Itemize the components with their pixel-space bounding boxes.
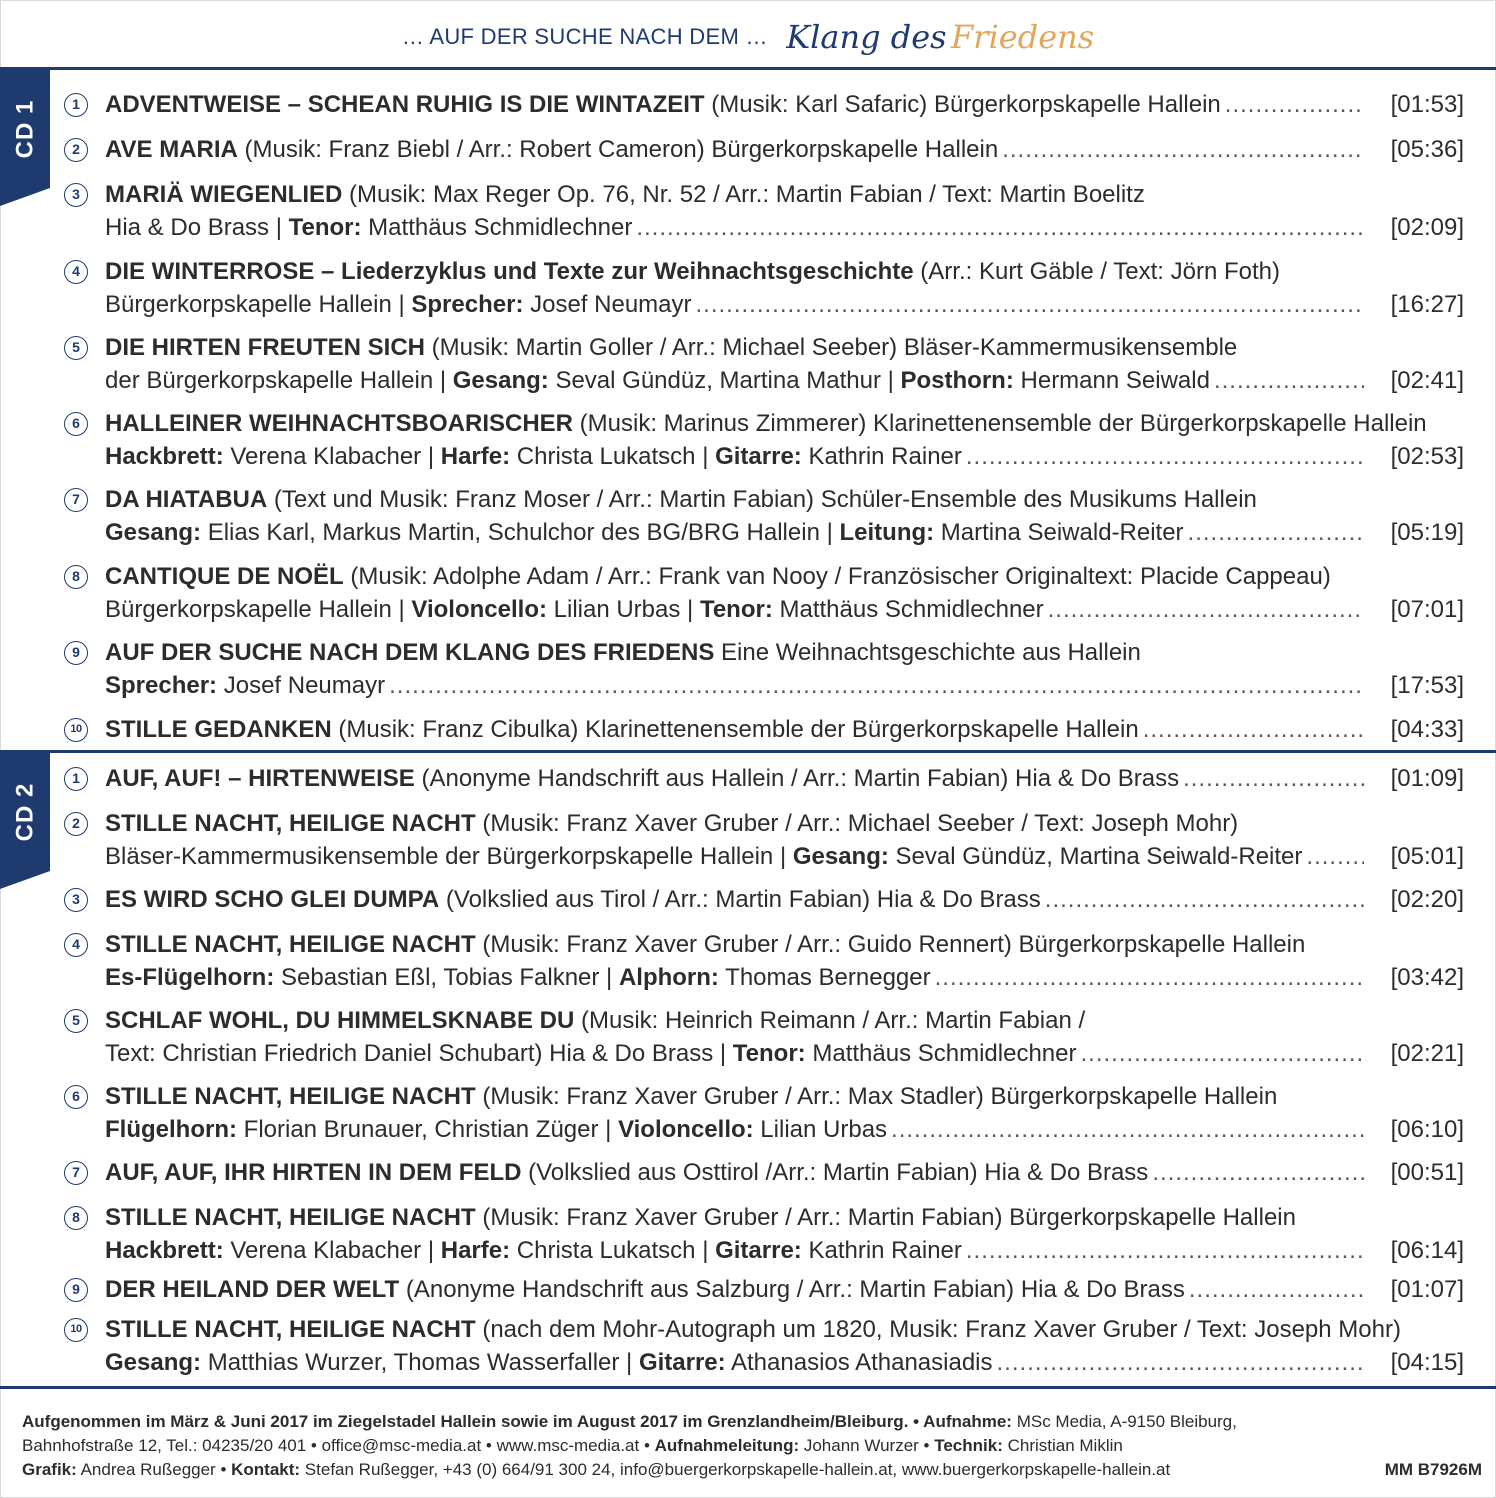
- credits-line1-rest: MSc Media, A-9150 Bleiburg,: [1011, 1412, 1237, 1431]
- track-line-1-content: [105, 1080, 1277, 1113]
- track-line-1-text: [105, 560, 1464, 593]
- cd1-label: CD 1: [11, 99, 38, 159]
- track-duration: [07:01]: [1390, 596, 1464, 623]
- track-number-badge: 7: [64, 1161, 88, 1185]
- track-credits: (Volkslied aus Tirol / Arr.: Martin Fabian) Hia & Do Brass: [439, 886, 1041, 913]
- performer-role: Tenor:: [732, 1040, 806, 1067]
- track-line-2: [64, 1113, 1464, 1146]
- performer-text: Matthias Wurzer, Thomas Wasserfaller |: [201, 1349, 639, 1376]
- track-credits: (Musik: Marinus Zimmerer) Klarinettenensemble der Bürgerkorpskapelle Hallein: [573, 410, 1427, 437]
- track-title: AUF DER SUCHE NACH DEM KLANG DES FRIEDENS: [105, 639, 715, 666]
- dot-leader: [1080, 1037, 1364, 1070]
- track-number-badge: 2: [64, 138, 88, 162]
- track-number-badge: 7: [64, 488, 88, 512]
- track-credits: (Text und Musik: Franz Moser / Arr.: Martin Fabian) Schüler-Ensemble des Musikums Hallein: [267, 486, 1257, 513]
- track-line-1-text: [105, 928, 1464, 961]
- track-number-badge: 5: [64, 1009, 88, 1033]
- track-duration: [02:53]: [1390, 443, 1464, 470]
- dot-leader: [935, 961, 1364, 994]
- track-line-1-text: [105, 88, 1364, 121]
- performer-text: Matthäus Schmidlechner: [805, 1040, 1077, 1067]
- track-line-1-content: [105, 762, 1179, 795]
- performer-role: Alphorn:: [618, 964, 719, 991]
- track-credits: (Musik: Martin Goller / Arr.: Michael Seeber) Bläser-Kammermusikensemble: [425, 334, 1238, 361]
- cd2-tab: [0, 753, 50, 871]
- performer-role: Flügelhorn:: [105, 1116, 237, 1143]
- track-item: [64, 1156, 1464, 1201]
- cd2-track-list: [64, 762, 1464, 1385]
- performer-role: Gesang:: [105, 519, 202, 546]
- track-line-2: [64, 1037, 1464, 1070]
- catalog-number: MM B7926M: [1384, 1460, 1482, 1479]
- track-item: [64, 483, 1464, 560]
- track-title: STILLE NACHT, HEILIGE NACHT: [105, 1083, 476, 1110]
- track-line-1-content: [105, 407, 1427, 440]
- track-line-1: [64, 560, 1464, 593]
- track-line-1-content: [105, 1313, 1401, 1346]
- performer-role: Es-Flügelhorn:: [105, 964, 275, 991]
- credits-line3-e: Stefan Rußegger, +43 (0) 664/91 300 24, info@buergerkorpskapelle-hallein.at, www.buergerkorpskapelle-hallein.at: [300, 1460, 1171, 1479]
- track-line-2: [64, 516, 1464, 549]
- credits-line2-c: Johann Wurzer •: [799, 1436, 935, 1455]
- track-line-2-content: [105, 516, 1184, 549]
- track-duration: [02:09]: [1390, 214, 1464, 241]
- performer-text: Thomas Bernegger: [718, 964, 931, 991]
- track-item: [64, 88, 1464, 133]
- track-line-2: [64, 840, 1464, 873]
- track-line-1: [64, 1004, 1464, 1037]
- track-number-badge: 9: [64, 641, 88, 665]
- track-number-badge: 6: [64, 1085, 88, 1109]
- track-line-1: [64, 1313, 1464, 1346]
- track-line-1-content: [105, 483, 1257, 516]
- cd1-tab: [0, 70, 50, 188]
- track-line-1-content: [105, 1201, 1296, 1234]
- dot-leader: [1189, 1273, 1364, 1306]
- track-number-badge: 5: [64, 336, 88, 360]
- performer-text: Seval Gündüz, Martina Mathur |: [548, 367, 901, 394]
- track-line-2-content: [105, 669, 385, 702]
- performer-text: Text: Christian Friedrich Daniel Schubart) Hia & Do Brass |: [105, 1040, 733, 1067]
- credits-line3-b: Grafik:: [22, 1460, 77, 1479]
- track-duration: [02:21]: [1390, 1040, 1464, 1067]
- track-line-1: [64, 178, 1464, 211]
- track-title: STILLE NACHT, HEILIGE NACHT: [105, 810, 476, 837]
- track-line-1: [64, 928, 1464, 961]
- track-line-2: [64, 593, 1464, 626]
- performer-role: Leitung:: [839, 519, 935, 546]
- track-line-1-text: [105, 133, 1364, 166]
- header-script-klang: Klang des: [786, 18, 947, 56]
- track-title: DIE HIRTEN FREUTEN SICH: [105, 334, 426, 361]
- track-credits: Eine Weihnachtsgeschichte aus Hallein: [714, 639, 1141, 666]
- performer-role: Harfe:: [440, 1237, 511, 1264]
- cd1-track-list: [64, 88, 1464, 753]
- track-line-2-text: [105, 669, 1364, 702]
- performer-role: Tenor:: [288, 214, 362, 241]
- track-item: [64, 178, 1464, 255]
- track-duration: [05:19]: [1390, 519, 1464, 546]
- credits-line2-b: Aufnahmeleitung:: [654, 1436, 800, 1455]
- track-number-badge: 9: [64, 1278, 88, 1302]
- track-number-badge: 1: [64, 93, 88, 117]
- track-item: [64, 407, 1464, 483]
- track-line-2: [64, 1234, 1464, 1267]
- header-script-friedens: Friedens: [951, 18, 1095, 56]
- credits-line2-d: Technik:: [934, 1436, 1003, 1455]
- track-line-2-content: [105, 1037, 1076, 1070]
- track-title: AUF, AUF, IHR HIRTEN IN DEM FELD: [105, 1159, 522, 1186]
- track-line-1-text: [105, 1156, 1364, 1189]
- track-duration: [04:33]: [1390, 716, 1464, 743]
- performer-role: Gitarre:: [715, 1237, 802, 1264]
- track-line-1-text: [105, 1004, 1464, 1037]
- performer-text: Josef Neumayr: [217, 672, 386, 699]
- track-duration: [04:15]: [1390, 1349, 1464, 1376]
- performer-role: Tenor:: [699, 596, 773, 623]
- dot-leader: [1002, 133, 1364, 166]
- track-duration: [01:09]: [1390, 765, 1464, 792]
- dot-leader: [636, 211, 1364, 244]
- dot-leader: [1152, 1156, 1364, 1189]
- track-line-2-content: [105, 1113, 887, 1146]
- track-number-badge: 10: [64, 1318, 88, 1342]
- track-number-badge: 8: [64, 565, 88, 589]
- track-duration: [01:53]: [1390, 91, 1464, 118]
- performer-role: Harfe:: [440, 443, 511, 470]
- track-line-1-text: [105, 331, 1464, 364]
- performer-text: Martina Seiwald-Reiter: [934, 519, 1184, 546]
- track-line-1-text: [105, 713, 1364, 746]
- dot-leader: [891, 1113, 1364, 1146]
- credits-line3-c: Andrea Rußegger •: [76, 1460, 232, 1479]
- track-credits: (Musik: Franz Xaver Gruber / Arr.: Michael Seeber / Text: Joseph Mohr): [475, 810, 1239, 837]
- header: [0, 18, 1496, 68]
- track-line-1-text: [105, 178, 1464, 211]
- track-line-1-content: [105, 560, 1331, 593]
- track-line-2-text: [105, 440, 1364, 473]
- performer-text: Sebastian Eßl, Tobias Falkner |: [274, 964, 619, 991]
- track-number-badge: 6: [64, 412, 88, 436]
- track-line-2-content: [105, 593, 1044, 626]
- performer-text: Athanasios Athanasiadis: [725, 1349, 993, 1376]
- dot-leader: [696, 288, 1365, 321]
- track-credits: (Anonyme Handschrift aus Hallein / Arr.: Martin Fabian) Hia & Do Brass: [414, 765, 1180, 792]
- performer-role: Violoncello:: [411, 596, 547, 623]
- track-item: [64, 1313, 1464, 1385]
- track-line-1-content: [105, 133, 998, 166]
- dot-leader: [966, 440, 1364, 473]
- performer-text: Lilian Urbas: [753, 1116, 888, 1143]
- track-line-1-content: [105, 1156, 1148, 1189]
- track-number-badge: 1: [64, 767, 88, 791]
- track-title: DA HIATABUA: [105, 486, 268, 513]
- dot-leader: [1214, 364, 1364, 397]
- performer-text: Seval Gündüz, Martina Seiwald-Reiter: [888, 843, 1303, 870]
- track-line-1: [64, 1156, 1464, 1189]
- credits-line2-a: Bahnhofstraße 12, Tel.: 04235/20 401 • office@msc-media.at • www.msc-media.at •: [22, 1436, 655, 1455]
- track-line-1: [64, 762, 1464, 795]
- track-line-1: [64, 255, 1464, 288]
- track-line-1-text: [105, 636, 1464, 669]
- performer-role: Sprecher:: [411, 291, 524, 318]
- performer-text: Hermann Seiwald: [1013, 367, 1210, 394]
- performer-role: Posthorn:: [900, 367, 1014, 394]
- track-line-1: [64, 1273, 1464, 1306]
- track-item: [64, 1273, 1464, 1313]
- track-item: [64, 1201, 1464, 1273]
- track-line-1-text: [105, 1313, 1464, 1346]
- performer-text: Florian Brunauer, Christian Züger |: [236, 1116, 619, 1143]
- track-line-1-content: [105, 807, 1238, 840]
- track-item: [64, 636, 1464, 713]
- performer-text: Bürgerkorpskapelle Hallein |: [105, 596, 412, 623]
- credits-footer: [22, 1410, 1482, 1482]
- track-number-badge: 3: [64, 183, 88, 207]
- performer-text: Hia & Do Brass |: [105, 214, 289, 241]
- track-credits: (Musik: Adolphe Adam / Arr.: Frank van Nooy / Französischer Originaltext: Placide Cappeau): [343, 563, 1331, 590]
- track-credits: (Musik: Franz Xaver Gruber / Arr.: Max Stadler) Bürgerkorpskapelle Hallein: [475, 1083, 1278, 1110]
- track-line-1-content: [105, 636, 1141, 669]
- performer-role: Hackbrett:: [105, 1237, 224, 1264]
- track-line-1: [64, 88, 1464, 121]
- track-credits: (Musik: Max Reger Op. 76, Nr. 52 / Arr.: Martin Fabian / Text: Martin Boelitz: [342, 181, 1145, 208]
- track-title: DIE WINTERROSE – Liederzyklus und Texte zur Weihnachtsgeschichte: [105, 258, 914, 285]
- performer-text: Matthäus Schmidlechner: [361, 214, 633, 241]
- track-line-1-text: [105, 807, 1464, 840]
- track-duration: [05:36]: [1390, 136, 1464, 163]
- track-line-1-content: [105, 1004, 1085, 1037]
- track-item: [64, 883, 1464, 928]
- cd2-rule: [0, 750, 1496, 753]
- performer-text: Josef Neumayr: [523, 291, 692, 318]
- track-credits: (nach dem Mohr-Autograph um 1820, Musik: Franz Xaver Gruber / Text: Joseph Mohr): [475, 1316, 1401, 1343]
- track-title: SCHLAF WOHL, DU HIMMELSKNABE DU: [105, 1007, 575, 1034]
- track-line-2-text: [105, 516, 1364, 549]
- track-credits: (Musik: Franz Biebl / Arr.: Robert Cameron) Bürgerkorpskapelle Hallein: [237, 136, 999, 163]
- dot-leader: [1225, 88, 1364, 121]
- dot-leader: [1045, 883, 1364, 916]
- credits-line3-d: Kontakt:: [231, 1460, 301, 1479]
- track-duration: [02:20]: [1390, 886, 1464, 913]
- track-line-2-content: [105, 288, 692, 321]
- performer-text: Bläser-Kammermusikensemble der Bürgerkorpskapelle Hallein |: [105, 843, 793, 870]
- track-line-2-text: [105, 961, 1364, 994]
- performer-text: der Bürgerkorpskapelle Hallein |: [105, 367, 453, 394]
- track-duration: [00:51]: [1390, 1159, 1464, 1186]
- footer-rule: [0, 1386, 1496, 1389]
- track-line-1-content: [105, 331, 1237, 364]
- track-number-badge: 4: [64, 933, 88, 957]
- credits-line2-e: Christian Miklin: [1002, 1436, 1123, 1455]
- track-credits: (Musik: Franz Cibulka) Klarinettenensemble der Bürgerkorpskapelle Hallein: [331, 716, 1139, 743]
- track-item: [64, 560, 1464, 636]
- track-credits: (Arr.: Kurt Gäble / Text: Jörn Foth): [913, 258, 1280, 285]
- dot-leader: [1183, 762, 1364, 795]
- performer-role: Violoncello:: [618, 1116, 754, 1143]
- track-line-1: [64, 1201, 1464, 1234]
- track-title: DER HEILAND DER WELT: [105, 1276, 400, 1303]
- track-line-2-text: [105, 211, 1364, 244]
- track-item: [64, 807, 1464, 883]
- track-line-2-content: [105, 961, 931, 994]
- track-line-2: [64, 211, 1464, 244]
- track-title: STILLE NACHT, HEILIGE NACHT: [105, 1316, 476, 1343]
- track-line-1: [64, 636, 1464, 669]
- track-line-1: [64, 807, 1464, 840]
- track-line-2-text: [105, 1346, 1364, 1379]
- track-duration: [01:07]: [1390, 1276, 1464, 1303]
- track-line-1: [64, 713, 1464, 746]
- track-line-2: [64, 288, 1464, 321]
- track-line-1-text: [105, 1273, 1364, 1306]
- track-line-2: [64, 961, 1464, 994]
- track-credits: (Musik: Franz Xaver Gruber / Arr.: Martin Fabian) Bürgerkorpskapelle Hallein: [475, 1204, 1296, 1231]
- dot-leader: [389, 669, 1364, 702]
- track-line-2-content: [105, 440, 962, 473]
- track-line-1: [64, 883, 1464, 916]
- performer-text: Verena Klabacher |: [223, 443, 441, 470]
- performer-text: Kathrin Rainer: [801, 443, 962, 470]
- track-line-2: [64, 669, 1464, 702]
- credits-line1-bold: Aufgenommen im März & Juni 2017 im Ziegelstadel Hallein sowie im August 2017 im Grenzlandheim/Bleiburg. • Aufnahme:: [22, 1412, 1012, 1431]
- track-line-2-text: [105, 288, 1364, 321]
- track-line-1-text: [105, 1201, 1464, 1234]
- performer-role: Sprecher:: [105, 672, 218, 699]
- performer-text: Bürgerkorpskapelle Hallein |: [105, 291, 412, 318]
- track-line-2: [64, 364, 1464, 397]
- track-title: STILLE NACHT, HEILIGE NACHT: [105, 1204, 476, 1231]
- performer-role: Gesang:: [452, 367, 549, 394]
- track-credits: (Musik: Franz Xaver Gruber / Arr.: Guido Rennert) Bürgerkorpskapelle Hallein: [475, 931, 1306, 958]
- performer-role: Gesang:: [105, 1349, 202, 1376]
- track-number-badge: 2: [64, 812, 88, 836]
- dot-leader: [1048, 593, 1364, 626]
- track-line-1-content: [105, 178, 1145, 211]
- performer-role: Gitarre:: [638, 1349, 726, 1376]
- track-title: STILLE GEDANKEN: [105, 716, 332, 743]
- dot-leader: [966, 1234, 1364, 1267]
- track-item: [64, 762, 1464, 807]
- header-prefix: … AUF DER SUCHE NACH DEM …: [401, 24, 768, 49]
- dot-leader: [1306, 840, 1364, 873]
- track-line-1: [64, 1080, 1464, 1113]
- track-number-badge: 4: [64, 260, 88, 284]
- track-number-badge: 8: [64, 1206, 88, 1230]
- track-line-1: [64, 331, 1464, 364]
- track-item: [64, 928, 1464, 1004]
- track-duration: [06:10]: [1390, 1116, 1464, 1143]
- performer-role: Hackbrett:: [105, 443, 224, 470]
- track-line-2-content: [105, 840, 1302, 873]
- track-title: CANTIQUE DE NOËL: [105, 563, 344, 590]
- track-number-badge: 10: [64, 718, 88, 742]
- track-duration: [05:01]: [1390, 843, 1464, 870]
- track-line-2-content: [105, 1234, 962, 1267]
- track-title: AUF, AUF! – HIRTENWEISE: [105, 765, 415, 792]
- track-line-1-text: [105, 762, 1364, 795]
- track-duration: [03:42]: [1390, 964, 1464, 991]
- track-line-1-text: [105, 255, 1464, 288]
- track-line-1: [64, 133, 1464, 166]
- track-line-1-content: [105, 255, 1280, 288]
- track-line-2-text: [105, 593, 1364, 626]
- track-line-2-text: [105, 364, 1364, 397]
- track-line-1-content: [105, 88, 1221, 121]
- performer-role: Gitarre:: [715, 443, 802, 470]
- performer-text: Kathrin Rainer: [801, 1237, 962, 1264]
- track-duration: [02:41]: [1390, 367, 1464, 394]
- cd2-label: CD 2: [11, 782, 38, 842]
- performer-role: Gesang:: [792, 843, 889, 870]
- track-line-1-text: [105, 883, 1364, 916]
- track-duration: [06:14]: [1390, 1237, 1464, 1264]
- dot-leader: [1188, 516, 1364, 549]
- dot-leader: [1143, 713, 1364, 746]
- cd1-rule: [0, 67, 1496, 70]
- track-line-2-text: [105, 1113, 1364, 1146]
- performer-text: Matthäus Schmidlechner: [772, 596, 1044, 623]
- track-title: ADVENTWEISE – SCHEAN RUHIG IS DIE WINTAZEIT: [105, 91, 705, 118]
- track-line-2-text: [105, 840, 1364, 873]
- track-item: [64, 331, 1464, 407]
- track-title: HALLEINER WEIHNACHTSBOARISCHER: [105, 410, 573, 437]
- track-line-1-text: [105, 483, 1464, 516]
- performer-text: Elias Karl, Markus Martin, Schulchor des BG/BRG Hallein |: [201, 519, 840, 546]
- track-line-1-text: [105, 407, 1464, 440]
- track-line-2: [64, 440, 1464, 473]
- track-credits: (Musik: Karl Safaric) Bürgerkorpskapelle Hallein: [704, 91, 1221, 118]
- track-item: [64, 1004, 1464, 1080]
- track-credits: (Anonyme Handschrift aus Salzburg / Arr.: Martin Fabian) Hia & Do Brass: [399, 1276, 1185, 1303]
- track-line-1-content: [105, 883, 1041, 916]
- track-duration: [17:53]: [1390, 672, 1464, 699]
- track-line-2: [64, 1346, 1464, 1379]
- track-title: AVE MARIA: [105, 136, 238, 163]
- performer-text: Christa Lukatsch |: [510, 1237, 716, 1264]
- track-line-2-content: [105, 211, 632, 244]
- track-item: [64, 133, 1464, 178]
- track-item: [64, 1080, 1464, 1156]
- track-title: MARIÄ WIEGENLIED: [105, 181, 343, 208]
- track-credits: (Volkslied aus Osttirol /Arr.: Martin Fabian) Hia & Do Brass: [521, 1159, 1149, 1186]
- performer-text: Christa Lukatsch |: [510, 443, 716, 470]
- track-line-2-content: [105, 1346, 993, 1379]
- dot-leader: [997, 1346, 1364, 1379]
- track-line-1: [64, 407, 1464, 440]
- track-item: [64, 255, 1464, 331]
- track-line-1: [64, 483, 1464, 516]
- track-line-2-text: [105, 1037, 1364, 1070]
- performer-text: Verena Klabacher |: [223, 1237, 441, 1264]
- track-line-2-content: [105, 364, 1210, 397]
- track-line-1-content: [105, 1273, 1185, 1306]
- track-credits: (Musik: Heinrich Reimann / Arr.: Martin Fabian /: [574, 1007, 1086, 1034]
- track-line-2-text: [105, 1234, 1364, 1267]
- track-title: ES WIRD SCHO GLEI DUMPA: [105, 886, 440, 913]
- track-title: STILLE NACHT, HEILIGE NACHT: [105, 931, 476, 958]
- track-duration: [16:27]: [1390, 291, 1464, 318]
- performer-text: Lilian Urbas |: [546, 596, 700, 623]
- track-line-1-content: [105, 713, 1139, 746]
- track-number-badge: 3: [64, 888, 88, 912]
- track-item: [64, 713, 1464, 753]
- track-line-1-content: [105, 928, 1305, 961]
- track-line-1-text: [105, 1080, 1464, 1113]
